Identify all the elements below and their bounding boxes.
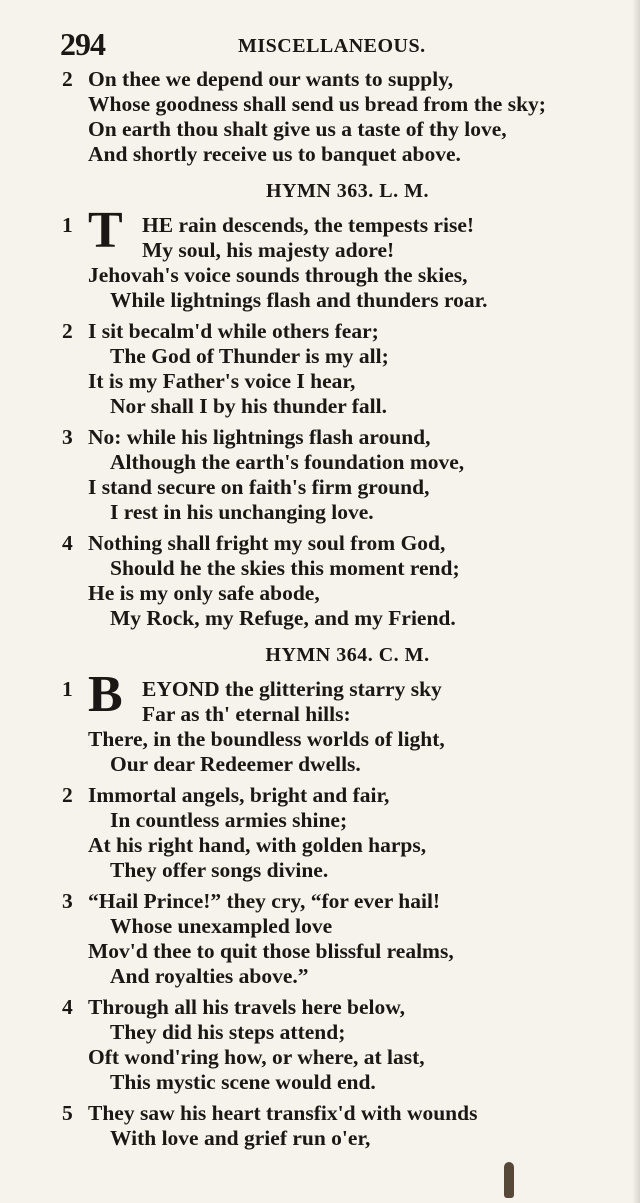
- verse-line: On earth thou shalt give us a taste of thy love,: [88, 117, 507, 141]
- verse-line: On thee we depend our wants to supply,: [88, 67, 454, 91]
- verse-line: Although the earth's foundation move,: [110, 450, 465, 474]
- stanza-number: 3: [62, 425, 73, 449]
- drop-cap: B: [88, 666, 121, 723]
- verse-line: I rest in his unchanging love.: [110, 500, 374, 524]
- stanza-number: 4: [62, 531, 73, 555]
- verse-line: No: while his lightnings flash around,: [88, 425, 431, 449]
- verse-line: They did his steps attend;: [110, 1020, 346, 1044]
- verse-line: Jehovah's voice sounds through the skies,: [88, 263, 468, 287]
- drop-cap: T: [88, 202, 121, 259]
- stanza-number: 1: [62, 677, 73, 701]
- running-head: MISCELLANEOUS.: [238, 35, 426, 57]
- hymn-title: HYMN 363. L. M.: [265, 180, 430, 202]
- stanza-number: 2: [62, 67, 73, 91]
- verse-line: My Rock, my Refuge, and my Friend.: [110, 606, 456, 630]
- verse-line: And shortly receive us to banquet above.: [88, 142, 461, 166]
- verse-line: In countless armies shine;: [110, 808, 348, 832]
- verse-line: I stand secure on faith's firm ground,: [88, 475, 430, 499]
- verse-line: I sit becalm'd while others fear;: [88, 319, 379, 343]
- verse-line: EYOND the glittering starry sky: [142, 677, 442, 701]
- verse-line: Should he the skies this moment rend;: [110, 556, 460, 580]
- verse-line: Whose goodness shall send us bread from the sky;: [88, 92, 546, 116]
- verse-line: The God of Thunder is my all;: [110, 344, 389, 368]
- page-edge-shadow: [632, 0, 640, 1203]
- verse-line: HE rain descends, the tempests rise!: [142, 213, 475, 237]
- verse-line: While lightnings flash and thunders roar.: [110, 288, 488, 312]
- verse-line: Far as th' eternal hills:: [142, 702, 351, 726]
- verse-line: “Hail Prince!” they cry, “for ever hail!: [88, 889, 441, 913]
- page-header: [60, 26, 620, 60]
- stanza-number: 2: [62, 783, 73, 807]
- verse-line: They offer songs divine.: [110, 858, 329, 882]
- verse-line: Immortal angels, bright and fair,: [88, 783, 390, 807]
- verse-line: Oft wond'ring how, or where, at last,: [88, 1045, 425, 1069]
- verse-line: Whose unexampled love: [110, 914, 333, 938]
- stanza-number: 3: [62, 889, 73, 913]
- verse-line: Through all his travels here below,: [88, 995, 405, 1019]
- verse-line: Our dear Redeemer dwells.: [110, 752, 361, 776]
- verse-line: This mystic scene would end.: [110, 1070, 376, 1094]
- verse-line: Nor shall I by his thunder fall.: [110, 394, 387, 418]
- page-number: 294: [60, 26, 105, 62]
- verse-line: They saw his heart transfix'd with wounds: [88, 1101, 478, 1125]
- stanza-number: 5: [62, 1101, 73, 1125]
- verse-line: At his right hand, with golden harps,: [88, 833, 427, 857]
- stanza-number: 1: [62, 213, 73, 237]
- stanza-number: 2: [62, 319, 73, 343]
- verse-line: And royalties above.”: [110, 964, 309, 988]
- verse-line: Mov'd thee to quit those blissful realms,: [88, 939, 454, 963]
- ink-mark: [504, 1162, 514, 1198]
- verse-line: My soul, his majesty adore!: [142, 238, 395, 262]
- stanza-number: 4: [62, 995, 73, 1019]
- verse-line: Nothing shall fright my soul from God,: [88, 531, 446, 555]
- verse-line: There, in the boundless worlds of light,: [88, 727, 445, 751]
- verse-line: It is my Father's voice I hear,: [88, 369, 356, 393]
- hymn-title: HYMN 364. C. M.: [265, 644, 430, 666]
- verse-line: With love and grief run o'er,: [110, 1126, 371, 1150]
- verse-line: He is my only safe abode,: [88, 581, 320, 605]
